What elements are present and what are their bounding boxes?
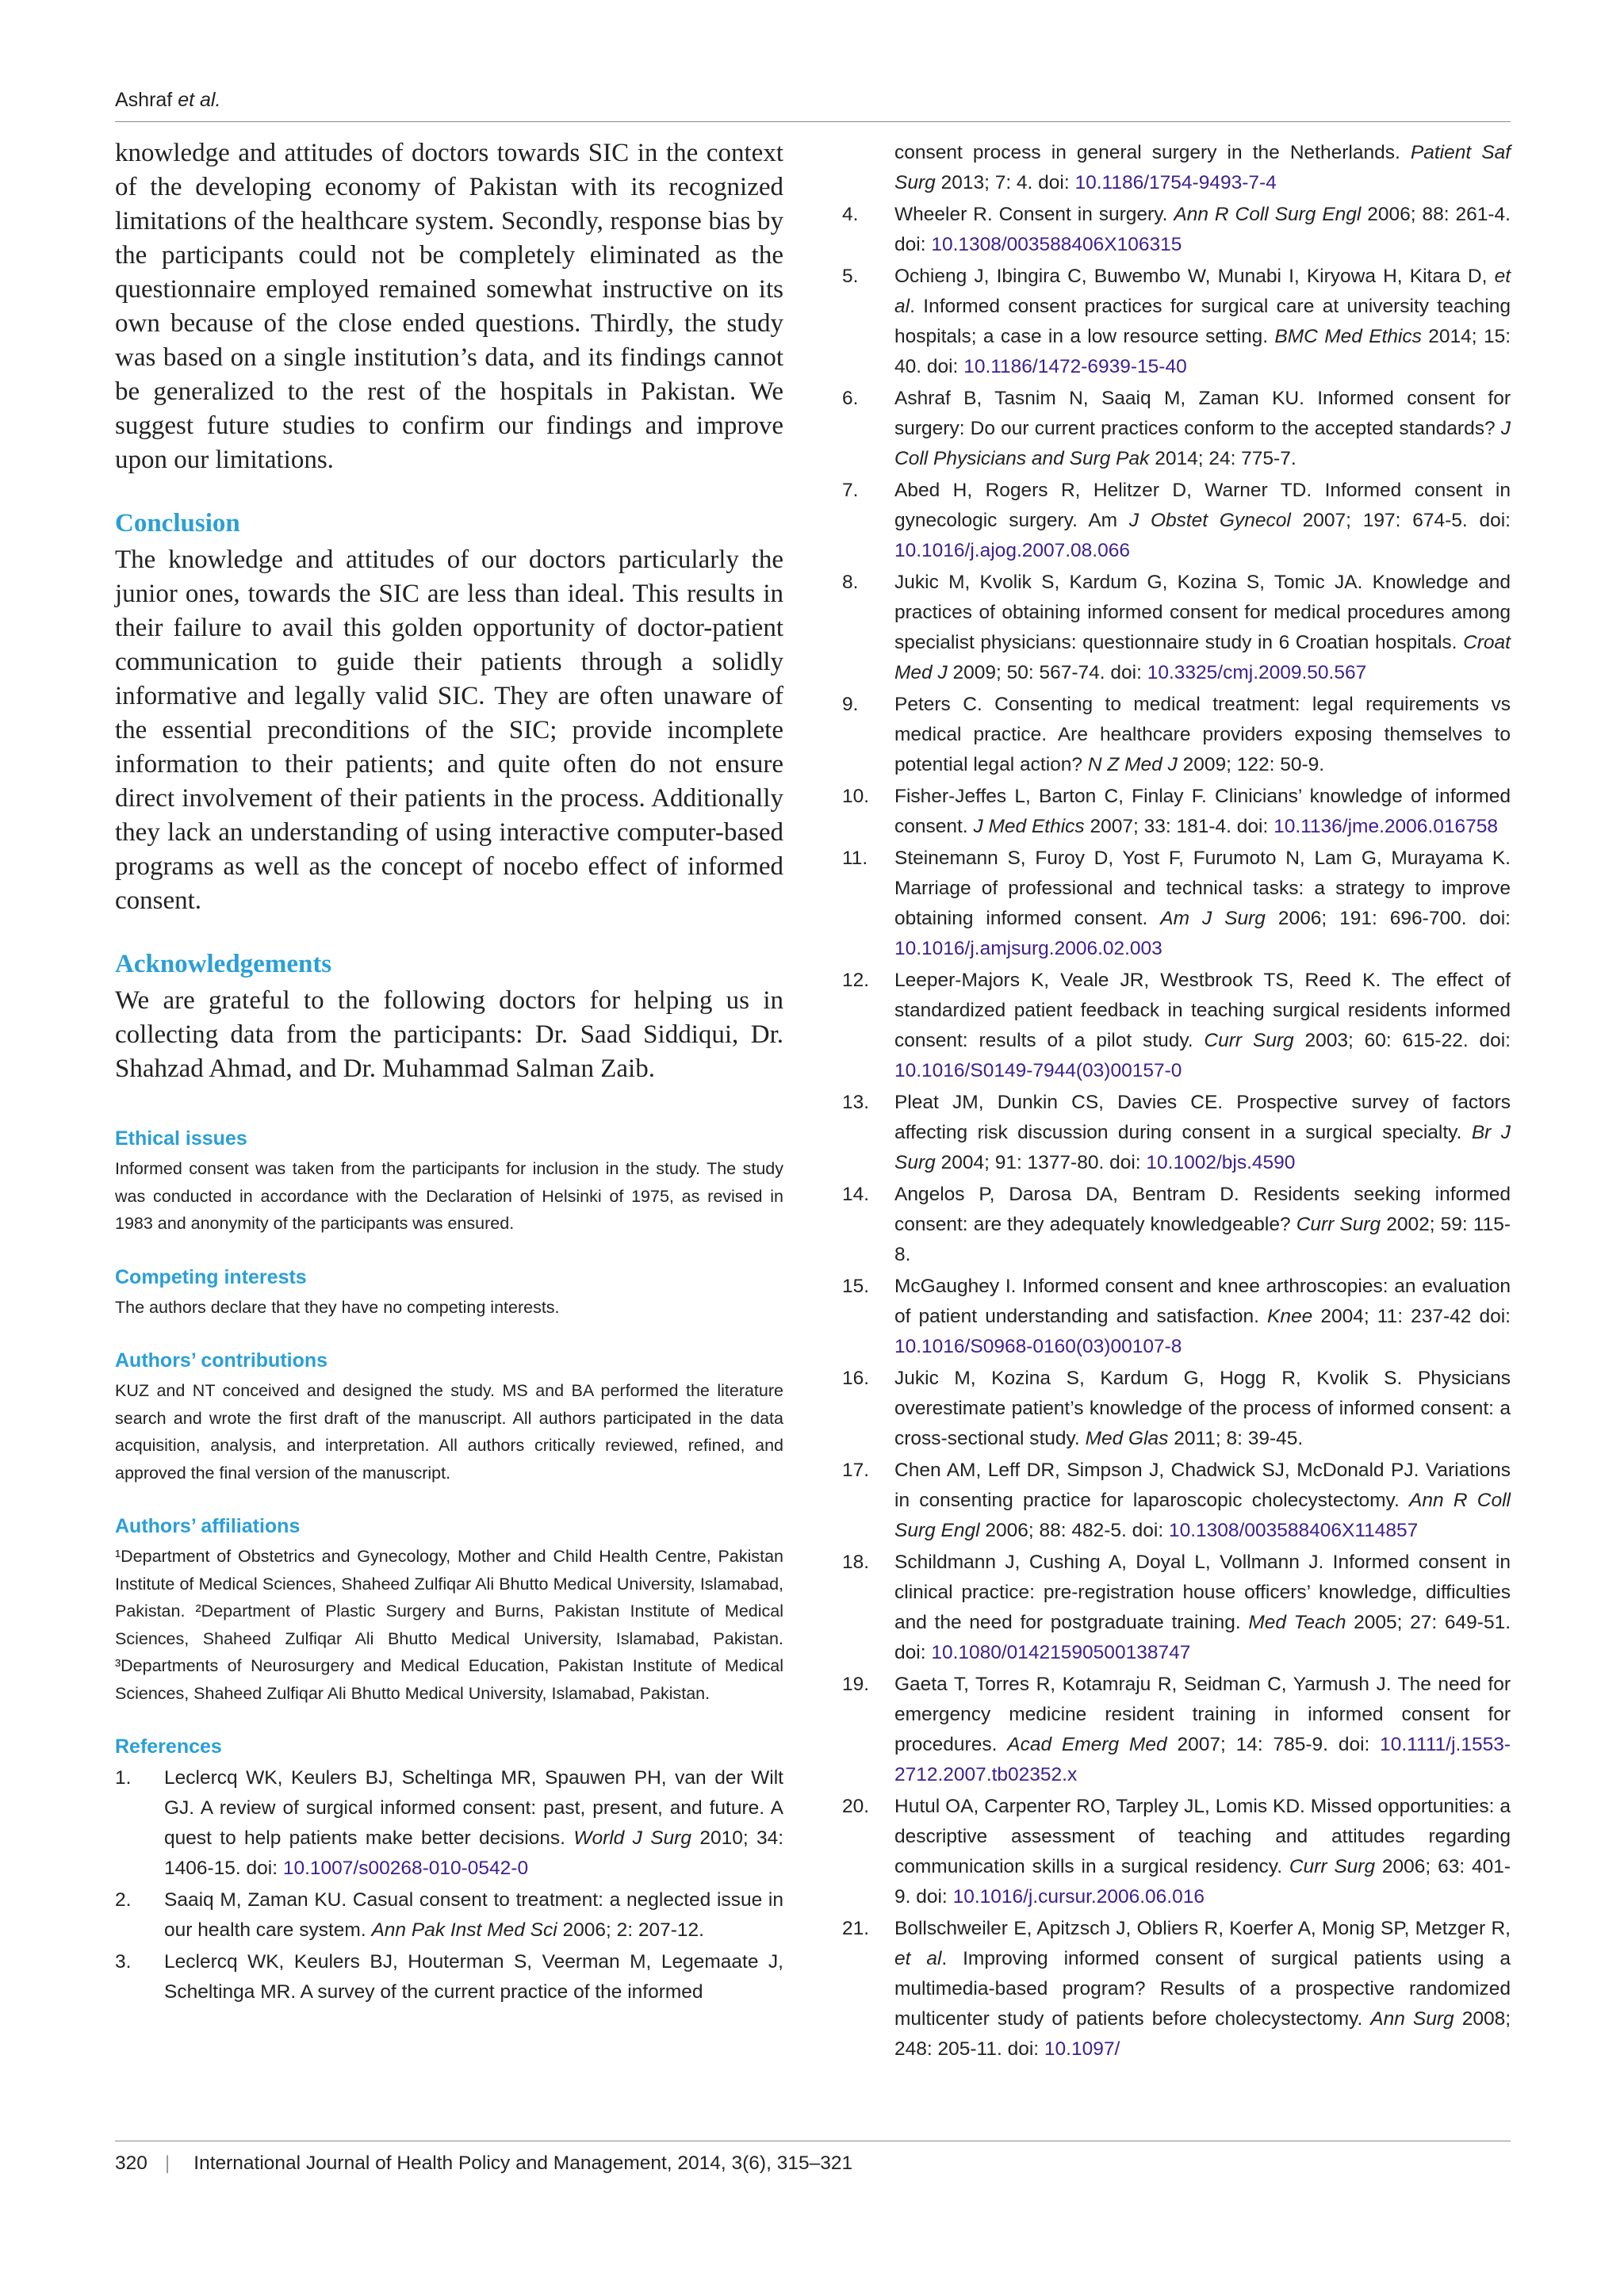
reference-item — [842, 1272, 1511, 1362]
competing-interests-heading: Competing interests — [115, 1265, 307, 1288]
page-footer — [115, 2152, 1511, 2175]
ethical-issues-heading: Ethical issues — [115, 1127, 247, 1150]
reference-number: 7. — [842, 480, 859, 501]
reference-doi-link[interactable]: 10.3325/cmj.2009.50.567 — [1147, 662, 1367, 683]
reference-item — [115, 1947, 783, 2007]
reference-text: 2013; 7: 4. doi: — [935, 172, 1075, 193]
reference-item — [842, 200, 1511, 260]
header-rule — [115, 121, 1511, 122]
reference-text: McGaughey I. Informed consent and knee arthroscopies: an evaluation of patient understanding and satisfaction. — [894, 1276, 1511, 1327]
reference-number: 13. — [842, 1092, 870, 1113]
reference-text: 2008; 248: 205-11. doi: — [894, 2008, 1511, 2060]
reference-doi-link[interactable]: 10.1186/1472-6939-15-40 — [963, 356, 1187, 377]
ethical-issues-text: Informed consent was taken from the participants for inclusion in the study. The study was conducted in accordance with the Declaration of Helsinki of 1975, as revised in 1983 and anonymity of the participants was ensured. — [115, 1159, 783, 1233]
reference-number: 17. — [842, 1460, 870, 1481]
reference-doi-link[interactable]: 10.1111/j.1553-2712.2007.tb02352.x — [894, 1734, 1511, 1785]
reference-text: Abed H, Rogers R, Helitzer D, Warner TD. Informed consent in gynecologic surgery. Am — [894, 480, 1511, 531]
reference-journal: Med Glas — [1085, 1428, 1169, 1449]
footer-separator: | — [164, 2152, 170, 2174]
reference-text: Leclercq WK, Keulers BJ, Scheltinga MR, Spauwen PH, van der Wilt GJ. A review of surgical informed consent: past, present, and future. A quest to help patients make better decisions. — [164, 1767, 783, 1849]
reference-item — [842, 1914, 1511, 2064]
reference-text: Pleat JM, Dunkin CS, Davies CE. Prospective survey of factors affecting risk discussion during consent in a surgical specialty. — [894, 1092, 1511, 1143]
reference-text: Hutul OA, Carpenter RO, Tarpley JL, Lomis KD. Missed opportunities: a descriptive assessment of teaching and attitudes regarding communication skills in a surgical residency. — [894, 1796, 1511, 1877]
reference-number: 9. — [842, 694, 859, 715]
reference-number: 20. — [842, 1796, 870, 1817]
reference-text: 2010; 34: 1406-15. doi: — [164, 1827, 784, 1879]
reference-text: Ochieng J, Ibingira C, Buwembo W, Munabi I, Kiryowa H, Kitara D, — [894, 266, 1495, 287]
reference-text: 2002; 59: 115-8. — [894, 1214, 1511, 1265]
reference-text: Leclercq WK, Keulers BJ, Houterman S, Veerman M, Legemaate J, Scheltinga MR. A survey of the current practice of the informed — [164, 1951, 783, 2003]
reference-item — [842, 1180, 1511, 1270]
reference-number: 3. — [115, 1951, 132, 1973]
reference-text: consent process in general surgery in the Netherlands. — [894, 142, 1411, 163]
reference-text: Leeper-Majors K, Veale JR, Westbrook TS, Reed K. The effect of standardized patient feedback in teaching surgical residents informed consent: results of a pilot study. — [894, 970, 1511, 1051]
reference-text: 2007; 14: 785-9. doi: — [1166, 1734, 1381, 1755]
reference-text: 2005; 27: 649-51. doi: — [894, 1612, 1511, 1663]
reference-journal: Med Teach — [1248, 1612, 1346, 1633]
references-list-left — [115, 1763, 783, 2007]
authors-affiliations-heading: Authors’ affiliations — [115, 1515, 301, 1537]
reference-number: 15. — [842, 1276, 870, 1297]
competing-interests-section — [115, 1266, 783, 1322]
reference-etal: et al — [894, 1948, 942, 1969]
acknowledgements-text: We are grateful to the following doctors for helping us in collecting data from the participants: Dr. Saad Siddiqui, Dr. Shahzad Ahmad, and Dr. Muhammad Salman Zaib. — [115, 986, 783, 1083]
reference-item — [842, 1456, 1511, 1546]
reference-number: 11. — [842, 848, 868, 869]
reference-journal: Knee — [1267, 1306, 1313, 1327]
reference-journal: N Z Med J — [1087, 754, 1178, 775]
reference-item — [842, 1792, 1511, 1912]
conclusion-text: The knowledge and attitudes of our doctors particularly the junior ones, towards the SIC are less than ideal. This results in their failure to avail this golden opportunity of doctor-patient communication to guide their patients through a solidly informative and legally valid SIC. They are often unaware of the essential preconditions of the SIC; provide incomplete information to their patients; and quite often do not ensure direct involvement of their patients in the process. Additionally they lack an understanding of using interactive computer-based programs as well as the concept of nocebo effect of informed consent. — [115, 545, 783, 915]
reference-journal: J Med Ethics — [973, 816, 1085, 837]
reference-journal: Am J Surg — [1160, 908, 1266, 929]
reference-doi-link[interactable]: 10.1186/1754-9493-7-4 — [1074, 172, 1277, 193]
reference-number: 18. — [842, 1552, 870, 1573]
reference-journal: Curr Surg — [1204, 1030, 1294, 1051]
reference-doi-link[interactable]: 10.1016/S0149-7944(03)00157-0 — [894, 1060, 1182, 1081]
reference-text: 2014; 24: 775-7. — [1149, 448, 1297, 469]
reference-journal: Ann R Coll Surg Engl — [1174, 204, 1362, 225]
reference-item — [842, 1548, 1511, 1668]
reference-text: Angelos P, Darosa DA, Bentram D. Residents seeking informed consent: are they adequately knowledgeable? — [894, 1184, 1511, 1235]
reference-doi-link[interactable]: 10.1308/003588406X106315 — [931, 234, 1182, 255]
reference-text: Jukic M, Kozina S, Kardum G, Hogg R, Kvolik S. Physicians overestimate patient’s knowledge of the process of informed consent: a cross-sectional study. — [894, 1368, 1511, 1449]
reference-number: 5. — [842, 266, 859, 287]
reference-number: 14. — [842, 1184, 870, 1205]
reference-journal: Curr Surg — [1289, 1856, 1376, 1877]
reference-item — [842, 782, 1511, 842]
footer-journal: International Journal of Health Policy and Management, 2014, 3(6), 315–321 — [193, 2152, 853, 2174]
reference-doi-link[interactable]: 10.1097/ — [1044, 2038, 1120, 2060]
reference-journal: BMC Med Ethics — [1274, 326, 1422, 347]
ethical-issues-section — [115, 1127, 783, 1238]
reference-text: . Improving informed consent of surgical patients using a multimedia-based program? Results of a prospective randomized multicenter study of patients before cholecystectomy. — [894, 1948, 1511, 2030]
reference-doi-link[interactable]: 10.1002/bjs.4590 — [1146, 1152, 1296, 1173]
reference-text: Bollschweiler E, Apitzsch J, Obliers R, Koerfer A, Monig SP, Metzger R, — [894, 1918, 1511, 1939]
reference-text: 2006; 191: 696-700. doi: — [1265, 908, 1511, 929]
reference-number: 6. — [842, 388, 859, 409]
running-header — [115, 89, 1511, 112]
reference-number: 4. — [842, 204, 859, 225]
reference-item — [842, 690, 1511, 780]
reference-text: 2006; 88: 482-5. doi: — [979, 1520, 1169, 1541]
authors-contributions-text: KUZ and NT conceived and designed the study. MS and BA performed the literature search and wrote the first draft of the manuscript. All authors participated in the data acquisition, analysis, and interpretation. All authors critically reviewed, refined, and approved the final version of the manuscript. — [115, 1381, 783, 1483]
reference-journal: J Obstet Gynecol — [1128, 510, 1291, 531]
reference-doi-link[interactable]: 10.1308/003588406X114857 — [1168, 1520, 1419, 1541]
reference-journal: Patient Saf Surg — [894, 142, 1511, 193]
reference-text: 2004; 11: 237-42 doi: — [1312, 1306, 1511, 1327]
references-list-right — [842, 138, 1511, 2064]
reference-item — [842, 568, 1511, 688]
reference-doi-link[interactable]: 10.1016/j.amjsurg.2006.02.003 — [894, 938, 1162, 959]
reference-doi-link[interactable]: 10.1016/j.cursur.2006.06.016 — [952, 1886, 1205, 1908]
reference-doi-link[interactable]: 10.1007/s00268-010-0542-0 — [282, 1858, 529, 1879]
reference-text: 2014; 15: 40. doi: — [894, 326, 1511, 377]
reference-text: 2009; 50: 567-74. doi: — [947, 662, 1147, 683]
reference-etal: et al — [894, 266, 1511, 317]
body-text-intro: knowledge and attitudes of doctors towards SIC in the context of the developing economy of Pakistan with its recognized limitations of the healthcare system. Secondly, response bias by the participants could not be completely eliminated as the questionnaire employed remained somewhat instructive on its own because of the close ended questions. Thirdly, the study was based on a single institution’s data, and its findings cannot be generalized to the rest of the hospitals in Pakistan. We suggest future studies to confirm our findings and improve upon our limitations. — [115, 139, 783, 474]
reference-number: 1. — [115, 1767, 132, 1789]
authors-affiliations-section — [115, 1515, 783, 1707]
left-column — [115, 136, 783, 2009]
reference-item — [842, 1670, 1511, 1790]
reference-text: Saaiq M, Zaman KU. Casual consent to treatment: a neglected issue in our health care system. — [164, 1889, 783, 1941]
reference-journal: Curr Surg — [1296, 1214, 1381, 1235]
competing-interests-text: The authors declare that they have no competing interests. — [115, 1297, 560, 1317]
header-etal: et al. — [172, 89, 221, 111]
reference-text: 2006; 88: 261-4. doi: — [894, 204, 1511, 255]
reference-item — [842, 1364, 1511, 1454]
conclusion-heading: Conclusion — [115, 509, 240, 538]
reference-item — [842, 262, 1511, 382]
reference-text: Peters C. Consenting to medical treatment: legal requirements vs medical practice. Are healthcare providers exposing themselves to potential legal action? — [894, 694, 1511, 775]
reference-item — [842, 384, 1511, 474]
reference-journal: Acad Emerg Med — [1007, 1734, 1167, 1755]
reference-journal: Ann R Coll Surg Engl — [894, 1490, 1511, 1541]
reference-journal: J Coll Physicians and Surg Pak — [894, 418, 1511, 469]
reference-number: 2. — [115, 1889, 132, 1911]
reference-number: 10. — [842, 786, 870, 807]
reference-doi-link[interactable]: 10.1016/S0968-0160(03)00107-8 — [894, 1336, 1182, 1357]
reference-doi-link[interactable]: 10.1080/01421590500138747 — [931, 1642, 1191, 1663]
reference-text: 2009; 122: 50-9. — [1177, 754, 1325, 775]
reference-journal: World J Surg — [573, 1827, 691, 1849]
reference-doi-link[interactable]: 10.1136/jme.2006.016758 — [1274, 816, 1498, 837]
references-section — [115, 1735, 783, 2007]
reference-text: 2011; 8: 39-45. — [1168, 1428, 1304, 1449]
reference-doi-link[interactable]: 10.1016/j.ajog.2007.08.066 — [894, 540, 1130, 561]
reference-journal: Br J Surg — [894, 1122, 1511, 1173]
authors-affiliations-text: ¹Department of Obstetrics and Gynecology, Mother and Child Health Centre, Pakistan Institute of Medical Sciences, Shaheed Zulfiqar Ali Bhutto Medical University, Islamabad, Pakistan. ²Department of Plastic Surgery and Burns, Pakistan Institute of Medical Sciences, Shaheed Zulfiqar Ali Bhutto Medical University, Islamabad, Pakistan. ³Departments of Neurosurgery and Medical Education, Pakistan Institute of Medical Sciences, Shaheed Zulfiqar Ali Bhutto Medical University, Islamabad, Pakistan. — [115, 1547, 783, 1703]
reference-text: 2003; 60: 615-22. doi: — [1293, 1030, 1511, 1051]
reference-journal: Ann Surg — [1370, 2008, 1454, 2030]
acknowledgements-heading: Acknowledgements — [115, 950, 332, 978]
reference-journal: Croat Med J — [894, 632, 1511, 683]
reference-item — [842, 138, 1511, 198]
reference-text: Steinemann S, Furoy D, Yost F, Furumoto N, Lam G, Murayama K. Marriage of professional and technical tasks: a strategy to improve obtaining informed consent. — [894, 848, 1511, 929]
reference-number: 12. — [842, 970, 870, 991]
reference-item — [115, 1885, 783, 1946]
page-number: 320 — [115, 2152, 147, 2174]
reference-text: Gaeta T, Torres R, Kotamraju R, Seidman C, Yarmush J. The need for emergency medicine resident training in informed consent for procedures. — [894, 1674, 1511, 1755]
reference-text: 2004; 91: 1377-80. doi: — [935, 1152, 1147, 1173]
reference-text: Fisher-Jeffes L, Barton C, Finlay F. Clinicians’ knowledge of informed consent. — [894, 786, 1511, 837]
reference-text: 2006; 63: 401-9. doi: — [894, 1856, 1511, 1908]
reference-text: Chen AM, Leff DR, Simpson J, Chadwick SJ, McDonald PJ. Variations in consenting practice for laparoscopic cholecystectomy. — [894, 1460, 1511, 1511]
reference-number: 8. — [842, 572, 859, 593]
right-column — [842, 138, 1511, 2066]
reference-text: . Informed consent practices for surgical care at university teaching hospitals; a case in a low resource setting. — [894, 296, 1511, 347]
reference-number: 19. — [842, 1674, 870, 1695]
header-author: Ashraf — [115, 89, 173, 111]
reference-text: Jukic M, Kvolik S, Kardum G, Kozina S, Tomic JA. Knowledge and practices of obtaining informed consent for medical procedures among specialist physicians: questionnaire study in 6 Croatian hospitals. — [894, 572, 1511, 653]
reference-text: Schildmann J, Cushing A, Doyal L, Vollmann J. Informed consent in clinical practice: pre-registration house officers’ knowledge, difficulties and the need for postgraduate training. — [894, 1552, 1511, 1633]
reference-text: Wheeler R. Consent in surgery. — [894, 204, 1174, 225]
reference-item — [842, 1088, 1511, 1178]
reference-text: 2006; 2: 207-12. — [557, 1919, 704, 1941]
reference-text: 2007; 33: 181-4. doi: — [1084, 816, 1274, 837]
reference-item — [842, 476, 1511, 566]
authors-contributions-heading: Authors’ contributions — [115, 1349, 328, 1372]
reference-number: 21. — [842, 1918, 870, 1939]
authors-contributions-section — [115, 1349, 783, 1487]
reference-item — [842, 844, 1511, 964]
reference-item — [115, 1763, 783, 1884]
reference-journal: Ann Pak Inst Med Sci — [371, 1919, 557, 1941]
reference-number: 16. — [842, 1368, 870, 1389]
reference-text: 2007; 197: 674-5. doi: — [1290, 510, 1511, 531]
reference-text: Ashraf B, Tasnim N, Saaiq M, Zaman KU. Informed consent for surgery: Do our current practices conform to the accepted standards? — [894, 388, 1511, 439]
reference-item — [842, 966, 1511, 1086]
references-heading: References — [115, 1735, 222, 1758]
